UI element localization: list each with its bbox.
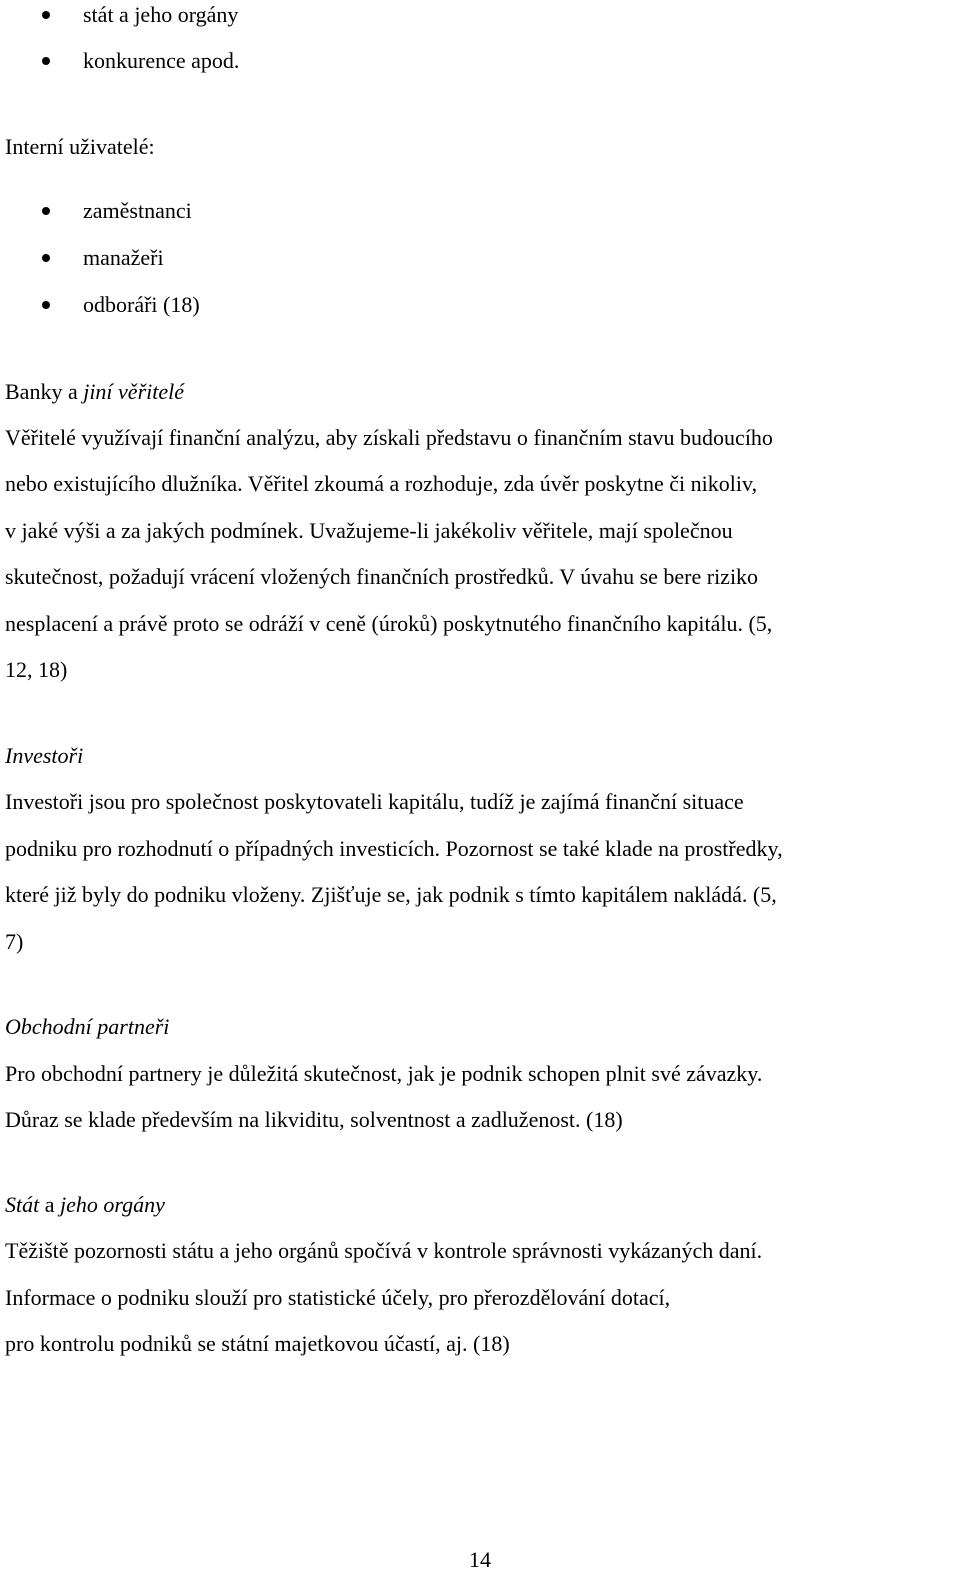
paragraph-line: nebo existujícího dlužníka. Věřitel zkoumá a rozhoduje, zda úvěr poskytne či nikoliv, bbox=[5, 471, 758, 496]
banks-heading-italic: jiní věřitelé bbox=[83, 379, 184, 404]
list-item bbox=[42, 243, 164, 273]
paragraph-line: Investoři jsou pro společnost poskytovateli kapitálu, tudíž je zajímá finanční situace bbox=[5, 789, 744, 814]
banks-heading bbox=[5, 377, 184, 407]
state-heading-plain: a bbox=[39, 1192, 60, 1217]
bullet-icon bbox=[42, 57, 50, 65]
list-item-text: odboráři (18) bbox=[83, 292, 200, 317]
list-item bbox=[42, 196, 192, 226]
state-heading-italic-1: Stát bbox=[5, 1192, 40, 1217]
list-item-text: stát a jeho orgány bbox=[83, 2, 239, 27]
list-item bbox=[42, 0, 238, 30]
list-item-text: manažeři bbox=[83, 245, 164, 270]
list-item-text: konkurence apod. bbox=[83, 48, 240, 73]
paragraph-line: v jaké výši a za jakých podmínek. Uvažujeme-li jakékoliv věřitele, mají společnou bbox=[5, 518, 733, 543]
bullet-icon bbox=[42, 11, 50, 19]
paragraph-line: skutečnost, požadují vrácení vložených finančních prostředků. V úvahu se bere riziko bbox=[5, 564, 759, 589]
state-heading bbox=[5, 1190, 165, 1220]
paragraph-line: Důraz se klade především na likviditu, solventnost a zadluženost. (18) bbox=[5, 1107, 623, 1132]
list-item bbox=[42, 46, 239, 76]
paragraph-line: 7) bbox=[5, 929, 24, 954]
list-item bbox=[42, 290, 200, 320]
internal-users-heading: Interní uživatelé: bbox=[5, 134, 155, 159]
bullet-icon bbox=[42, 207, 50, 215]
bullet-icon bbox=[42, 301, 50, 309]
state-heading-italic-2: jeho orgány bbox=[60, 1192, 165, 1217]
paragraph-line: Věřitelé využívají finanční analýzu, aby získali představu o finančním stavu budoucího bbox=[5, 425, 773, 450]
paragraph-line: Pro obchodní partnery je důležitá skutečnost, jak je podnik schopen plnit své závazky. bbox=[5, 1061, 763, 1086]
paragraph-line: Těžiště pozornosti státu a jeho orgánů spočívá v kontrole správnosti vykázaných daní. bbox=[5, 1238, 763, 1263]
paragraph-line: 12, 18) bbox=[5, 657, 68, 682]
partners-heading: Obchodní partneři bbox=[5, 1014, 170, 1039]
paragraph-line: pro kontrolu podniků se státní majetkovou účastí, aj. (18) bbox=[5, 1331, 510, 1356]
banks-heading-plain: Banky a bbox=[5, 379, 84, 404]
paragraph-line: nesplacení a právě proto se odráží v ceně (úroků) poskytnutého finančního kapitálu. (5, bbox=[5, 611, 773, 636]
page-number: 14 bbox=[469, 1547, 491, 1572]
paragraph-line: podniku pro rozhodnutí o případných investicích. Pozornost se také klade na prostředky, bbox=[5, 836, 783, 861]
paragraph-line: které již byly do podniku vloženy. Zjišťuje se, jak podnik s tímto kapitálem nakládá. (5, bbox=[5, 882, 777, 907]
investors-heading: Investoři bbox=[5, 743, 84, 768]
paragraph-line: Informace o podniku slouží pro statistické účely, pro přerozdělování dotací, bbox=[5, 1285, 671, 1310]
bullet-icon bbox=[42, 254, 50, 262]
list-item-text: zaměstnanci bbox=[83, 198, 192, 223]
